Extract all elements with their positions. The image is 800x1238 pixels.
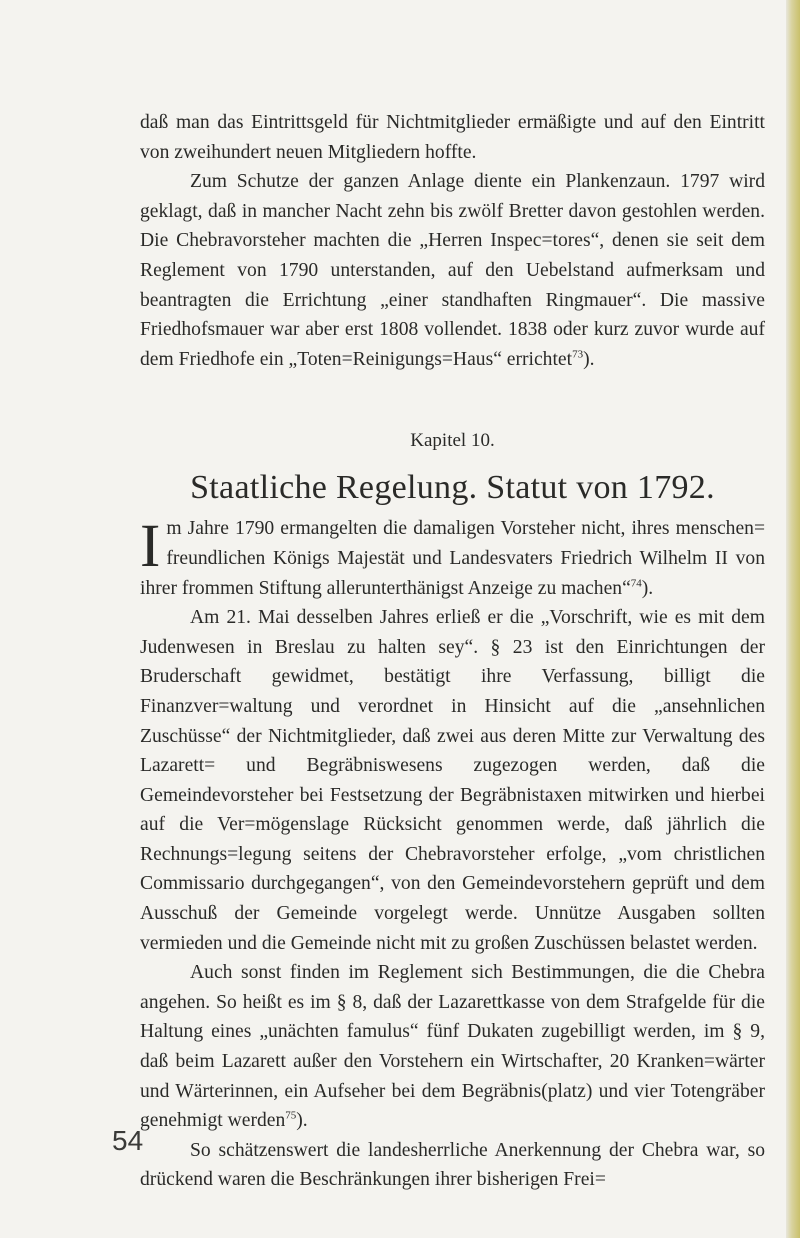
- page-number: 54: [112, 1125, 144, 1156]
- page-edge-shadow: [786, 0, 800, 1238]
- paragraph-text: Zum Schutze der ganzen Anlage diente ein Plankenzaun. 1797 wird geklagt, daß in mancher Nacht zehn bis zwölf Bretter davon gestohlen werden. Die Chebravorsteher machten die „Herren Inspec=tores“, denen sie seit dem Reglement von 1790 unterstanden, auf den Uebelstand aufmerksam und beantragten die Errichtung „einer standhaften Ringmauer“. Die massive Friedhofsmauer war aber erst 1808 vollendet. 1838 oder kurz zuvor wurde auf dem Friedhofe ein „Toten=Reinigungs=Haus“ errichtet: [140, 171, 765, 370]
- footnote-close: ).: [583, 348, 595, 370]
- paragraph-vorschrift: Am 21. Mai desselben Jahres erließ er die „Vorschrift, wie es mit dem Judenwesen in Breslau zu halten sey“. § 23 ist den Einrichtungen der Bruderschaft gewidmet, bestätigt ihre Verfassung, billigt die Finanzver=waltung und verordnet in Hinsicht auf die „ansehnlichen Zuschüsse“ der Nichtmitglieder, daß zwei aus deren Mitte zur Verwaltung des Lazarett= und Begräbniswesens zugezogen werden, daß die Gemeindevorsteher bei Festsetzung der Begräbnistaxen mitwirken und hierbei auf die Ver=mögenslage Rücksicht genommen werde, daß jährlich die Rechnungs=legung seitens der Chebravorsteher erfolge, „vom christlichen Commissario durchgegangen“, von den Gemeindevorstehern geprüft und dem Ausschuß der Gemeinde vorgelegt werde. Unnütze Ausgaben sollten vermieden und die Gemeinde nicht mit zu großen Zuschüssen belastet werden.: [140, 607, 765, 954]
- paragraph-opening: [140, 514, 765, 603]
- paragraph-fence: [140, 167, 765, 374]
- paragraph-last: So schätzenswert die landesherrliche Anerkennung der Chebra war, so drückend waren die Beschränkungen ihrer bisherigen Frei=: [140, 1139, 765, 1191]
- footnote-ref: 75: [285, 1109, 297, 1122]
- footnote-close: ).: [296, 1110, 308, 1132]
- footnote-close: ).: [641, 577, 654, 599]
- section-title: Staatliche Regelung. Statut von 1792.: [190, 469, 715, 507]
- paragraph-reglement: [140, 958, 765, 1136]
- paragraph-continued: daß man das Eintrittsgeld für Nichtmitglieder ermäßigte und auf den Eintritt von zweihundert neuen Mitgliedern hoffte.: [140, 112, 765, 163]
- paragraph-text: Auch sonst finden im Reglement sich Bestimmungen, die die Chebra angehen. So heißt es im § 8, daß der Lazarettkasse von dem Strafgelde für die Haltung eines „unächten famulus“ fünf Dukaten zugebilligt werden, im § 9, daß beim Lazarett außer den Vorstehern ein Wirtschafter, 20 Kranken=wärter und Wärterinnen, ein Aufseher bei dem Begräbnis(platz) und vier Totengräber genehmigt werden: [140, 962, 765, 1132]
- drop-cap: I: [140, 513, 161, 581]
- footnote-ref: 74: [630, 577, 642, 589]
- paragraph-text: m Jahre 1790 ermangelten die damaligen Vorsteher nicht, ihres menschen= freundlichen Königs Majestät und Landesvaters Friedrich Wilhelm II von ihrer frommen Stiftung allerunterthänigst Anzeige zu machen“: [140, 518, 765, 599]
- document-page: [140, 108, 765, 1195]
- chapter-label: Kapitel 10.: [410, 430, 495, 452]
- footnote-ref: 73: [572, 348, 584, 361]
